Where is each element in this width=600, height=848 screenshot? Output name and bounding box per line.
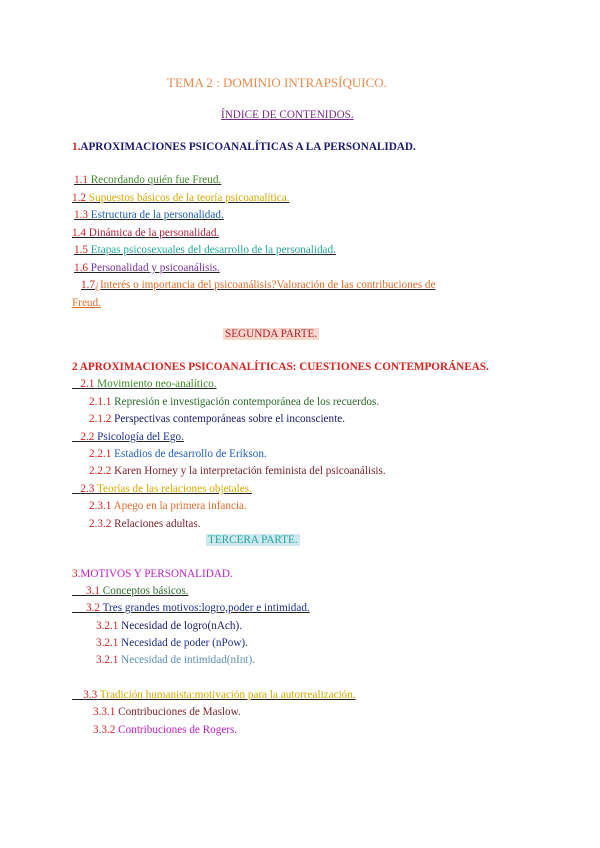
toc-item-3-2-2[interactable] (96, 636, 248, 650)
toc-text: Estructura de la personalidad. (90, 209, 224, 221)
toc-item-1-1[interactable] (74, 173, 221, 187)
toc-number: 2.3.2 (89, 518, 112, 530)
toc-number: 3.2.1 (96, 637, 119, 649)
toc-text: Represión e investigación contemporánea de los recuerdos. (114, 396, 380, 408)
toc-number: 1.5 (74, 244, 88, 256)
toc-item-3-3-2[interactable] (93, 723, 237, 737)
toc-text: Relaciones adultas. (114, 518, 201, 530)
toc-text: Karen Horney y la interpretación feminista del psicoanálisis. (114, 465, 386, 477)
toc-number: 1.4 (72, 227, 86, 239)
toc-item-2-1-2[interactable] (89, 412, 345, 426)
part1-number: 1. (72, 141, 81, 153)
toc-number: 2.3 (80, 483, 95, 495)
toc-item-2-2-1[interactable] (89, 447, 267, 461)
toc-text: Personalidad y psicoanálisis. (90, 262, 220, 274)
toc-text: Teorías de las relaciones objetales. (96, 483, 252, 495)
toc-item-3-2-1[interactable] (96, 619, 242, 633)
toc-number: 3.2.1 (96, 620, 119, 632)
part1-heading (72, 140, 416, 154)
part3-number: 3 (72, 568, 78, 580)
toc-text: Perspectivas contemporáneas sobre el inconsciente. (114, 413, 345, 425)
toc-text: ¿Interés o importancia del psicoanálisis?Valoración de las contribuciones de (94, 279, 436, 291)
toc-text: Contribuciones de Maslow. (118, 706, 241, 718)
toc-text: Supuestos básicos de la teoría psicoanalítica. (88, 192, 290, 204)
toc-item-2-3[interactable] (72, 482, 252, 496)
toc-number: 3.1 (85, 585, 100, 597)
segunda-parte-label (223, 327, 319, 341)
toc-item-3-1[interactable] (72, 584, 189, 598)
toc-number: 2.2 (80, 431, 95, 443)
toc-number: 2.1 (80, 378, 95, 390)
toc-item-1-2[interactable] (72, 191, 289, 205)
toc-item-1-7[interactable] (81, 278, 435, 292)
part2-heading (72, 360, 489, 374)
page-title: TEMA 2 : DOMINIO INTRAPSÍQUICO. (167, 75, 387, 90)
toc-item-3-2-3[interactable] (96, 653, 255, 667)
toc-item-1-7-cont[interactable]: Freud. (72, 297, 101, 309)
toc-number: 2.3.1 (89, 500, 112, 512)
toc-item-2-2[interactable] (72, 430, 184, 444)
toc-number: 3.3.2 (93, 724, 116, 736)
toc-text: Contribuciones de Rogers. (118, 724, 238, 736)
toc-item-2-2-2[interactable] (89, 464, 386, 478)
part3-heading (72, 567, 233, 581)
toc-number: 2.2.1 (89, 448, 112, 460)
toc-item-1-5[interactable] (74, 243, 336, 257)
index-title: ÍNDICE DE CONTENIDOS. (221, 109, 354, 121)
toc-item-3-2[interactable] (72, 601, 310, 615)
toc-item-2-3-2[interactable] (89, 517, 201, 531)
tercera-parte-label (206, 533, 300, 547)
toc-text: Movimiento neo-analítico. (97, 378, 217, 390)
toc-text: Conceptos básicos. (102, 585, 189, 597)
toc-item-3-3-1[interactable] (93, 705, 241, 719)
toc-number: 3.2 (85, 602, 100, 614)
toc-item-3-3[interactable] (72, 688, 356, 702)
toc-text: Etapas psicosexuales del desarrollo de la personalidad. (90, 244, 336, 256)
toc-number: 3.2.1 (96, 654, 119, 666)
toc-number: 1.2 (72, 192, 86, 204)
toc-text: Necesidad de poder (nPow). (121, 637, 248, 649)
toc-text: Tradición humanista:motivación para la autorrealización. (99, 689, 356, 701)
toc-number: 1.1 (74, 174, 88, 186)
toc-item-1-4[interactable] (72, 226, 219, 240)
part1-title: APROXIMACIONES PSICOANALÍTICAS A LA PERSONALIDAD. (80, 141, 416, 153)
toc-item-2-1[interactable] (72, 377, 216, 391)
part2-title: APROXIMACIONES PSICOANALÍTICAS: CUESTIONES CONTEMPORÁNEAS. (79, 361, 489, 373)
toc-text: Necesidad de intimidad(nInt). (121, 654, 256, 666)
toc-text: Recordando quién fue Freud. (90, 174, 222, 186)
toc-number: 3.3.1 (93, 706, 116, 718)
toc-text: Psicología del Ego. (97, 431, 184, 443)
part3-title: .MOTIVOS Y PERSONALIDAD. (77, 568, 233, 580)
part2-number: 2 (72, 361, 78, 373)
toc-item-2-3-1[interactable] (89, 499, 247, 513)
toc-number: 2.1.1 (89, 396, 112, 408)
toc-number: 1.7 (81, 279, 95, 291)
toc-text: Apego en la primera infancia. (113, 500, 247, 512)
toc-item-1-6[interactable] (74, 261, 220, 275)
toc-text: Dinámica de la personalidad. (88, 227, 220, 239)
toc-item-1-3[interactable] (74, 208, 224, 222)
toc-number: 1.6 (74, 262, 88, 274)
toc-number: 3.3 (83, 689, 98, 701)
toc-number: 2.2.2 (89, 465, 112, 477)
toc-item-2-1-1[interactable] (89, 395, 379, 409)
toc-number: 1.3 (74, 209, 88, 221)
toc-text: Estadios de desarrollo de Erikson. (114, 448, 267, 460)
tercera-parte-text: TERCERA PARTE. (208, 534, 298, 546)
toc-number: 2.1.2 (89, 413, 112, 425)
segunda-parte-text: SEGUNDA PARTE. (225, 328, 318, 340)
toc-text: Tres grandes motivos:logro,poder e intimidad. (102, 602, 310, 614)
toc-text: Necesidad de logro(nAch). (121, 620, 243, 632)
